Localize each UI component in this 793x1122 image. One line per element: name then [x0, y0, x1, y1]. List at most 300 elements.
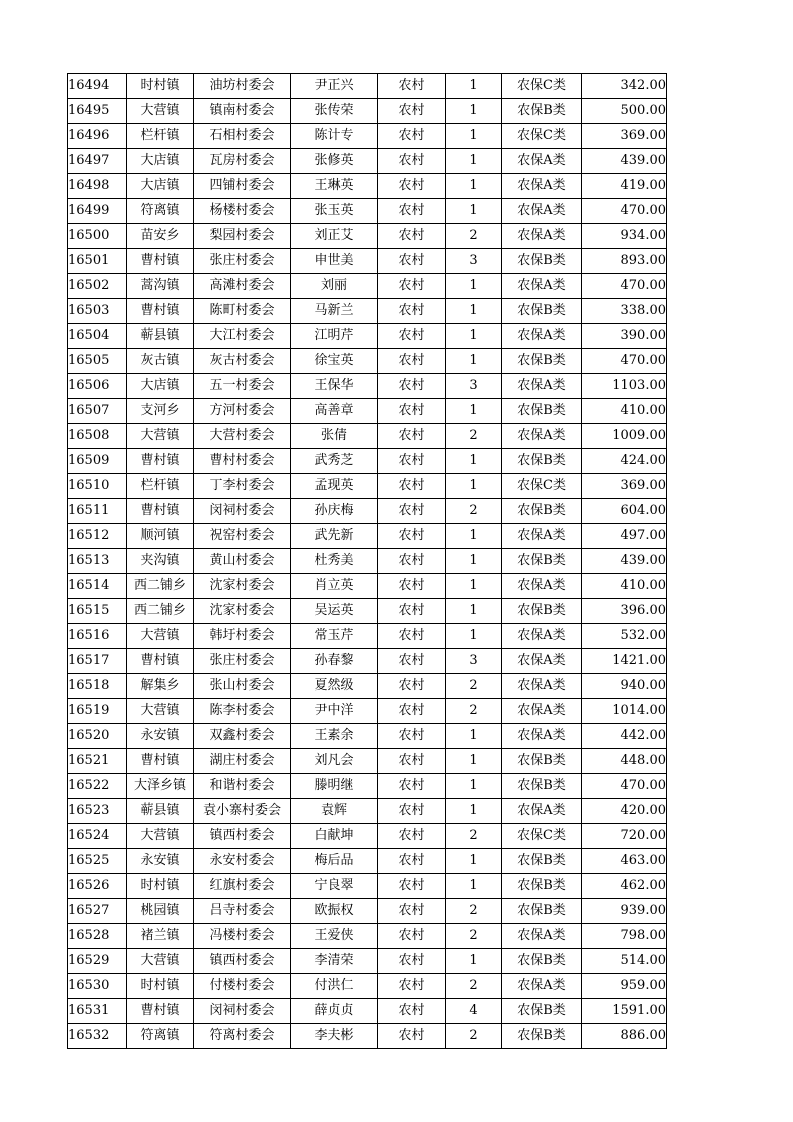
residence-type-cell: 农村 [378, 149, 446, 174]
town-cell: 永安镇 [127, 724, 194, 749]
village-committee-cell: 张庄村委会 [194, 649, 291, 674]
amount-cell: 893.00 [582, 249, 667, 274]
person-name-cell: 刘丽 [291, 274, 378, 299]
amount-cell: 532.00 [582, 624, 667, 649]
amount-cell: 470.00 [582, 774, 667, 799]
residence-type-cell: 农村 [378, 924, 446, 949]
record-id: 16514 [68, 574, 127, 599]
residence-type-cell: 农村 [378, 799, 446, 824]
person-name-cell: 孟现英 [291, 474, 378, 499]
person-name-cell: 袁辉 [291, 799, 378, 824]
residence-type-cell: 农村 [378, 349, 446, 374]
insurance-category-cell: 农保A类 [502, 799, 582, 824]
insurance-category-cell: 农保A类 [502, 224, 582, 249]
record-id: 16521 [68, 749, 127, 774]
town-cell: 曹村镇 [127, 649, 194, 674]
record-id: 16500 [68, 224, 127, 249]
town-cell: 曹村镇 [127, 449, 194, 474]
person-name-cell: 徐宝英 [291, 349, 378, 374]
town-cell: 大店镇 [127, 374, 194, 399]
person-name-cell: 常玉芹 [291, 624, 378, 649]
record-id: 16524 [68, 824, 127, 849]
residence-type-cell: 农村 [378, 649, 446, 674]
residence-type-cell: 农村 [378, 824, 446, 849]
record-id: 16512 [68, 524, 127, 549]
insurance-category-cell: 农保A类 [502, 974, 582, 999]
record-id: 16506 [68, 374, 127, 399]
record-id: 16511 [68, 499, 127, 524]
household-count-cell: 1 [446, 474, 502, 499]
town-cell: 大营镇 [127, 424, 194, 449]
person-name-cell: 薛贞贞 [291, 999, 378, 1024]
table-row [68, 299, 667, 324]
household-count-cell: 1 [446, 874, 502, 899]
record-id: 16517 [68, 649, 127, 674]
table-row [68, 224, 667, 249]
village-committee-cell: 和谐村委会 [194, 774, 291, 799]
person-name-cell: 梅后品 [291, 849, 378, 874]
table-row [68, 99, 667, 124]
household-count-cell: 1 [446, 774, 502, 799]
village-committee-cell: 四铺村委会 [194, 174, 291, 199]
household-count-cell: 1 [446, 949, 502, 974]
village-committee-cell: 陈李村委会 [194, 699, 291, 724]
insurance-category-cell: 农保C类 [502, 474, 582, 499]
amount-cell: 1591.00 [582, 999, 667, 1024]
amount-cell: 342.00 [582, 74, 667, 99]
table-row [68, 699, 667, 724]
town-cell: 曹村镇 [127, 249, 194, 274]
residence-type-cell: 农村 [378, 274, 446, 299]
table-row [68, 74, 667, 99]
amount-cell: 470.00 [582, 274, 667, 299]
record-id: 16526 [68, 874, 127, 899]
amount-cell: 934.00 [582, 224, 667, 249]
village-committee-cell: 红旗村委会 [194, 874, 291, 899]
insurance-category-cell: 农保C类 [502, 124, 582, 149]
insurance-category-cell: 农保A类 [502, 199, 582, 224]
insurance-category-cell: 农保B类 [502, 599, 582, 624]
insurance-category-cell: 农保A类 [502, 674, 582, 699]
amount-cell: 1009.00 [582, 424, 667, 449]
amount-cell: 720.00 [582, 824, 667, 849]
household-count-cell: 1 [446, 524, 502, 549]
insurance-category-cell: 农保B类 [502, 774, 582, 799]
table-row [68, 674, 667, 699]
residence-type-cell: 农村 [378, 974, 446, 999]
person-name-cell: 张玉英 [291, 199, 378, 224]
town-cell: 蒿沟镇 [127, 274, 194, 299]
amount-cell: 939.00 [582, 899, 667, 924]
record-id: 16513 [68, 549, 127, 574]
record-id: 16505 [68, 349, 127, 374]
insurance-category-cell: 农保A类 [502, 574, 582, 599]
record-id: 16520 [68, 724, 127, 749]
insurance-category-cell: 农保C类 [502, 74, 582, 99]
village-committee-cell: 瓦房村委会 [194, 149, 291, 174]
person-name-cell: 宁良翠 [291, 874, 378, 899]
town-cell: 时村镇 [127, 874, 194, 899]
town-cell: 曹村镇 [127, 499, 194, 524]
record-id: 16519 [68, 699, 127, 724]
table-row [68, 449, 667, 474]
amount-cell: 439.00 [582, 549, 667, 574]
household-count-cell: 2 [446, 674, 502, 699]
town-cell: 蕲县镇 [127, 799, 194, 824]
household-count-cell: 1 [446, 99, 502, 124]
residence-type-cell: 农村 [378, 524, 446, 549]
amount-cell: 462.00 [582, 874, 667, 899]
insurance-category-cell: 农保A类 [502, 699, 582, 724]
record-id: 16529 [68, 949, 127, 974]
village-committee-cell: 袁小寨村委会 [194, 799, 291, 824]
household-count-cell: 2 [446, 424, 502, 449]
insurance-category-cell: 农保A类 [502, 149, 582, 174]
town-cell: 大店镇 [127, 174, 194, 199]
village-committee-cell: 大江村委会 [194, 324, 291, 349]
amount-cell: 798.00 [582, 924, 667, 949]
record-id: 16530 [68, 974, 127, 999]
village-committee-cell: 付楼村委会 [194, 974, 291, 999]
town-cell: 曹村镇 [127, 299, 194, 324]
town-cell: 大营镇 [127, 624, 194, 649]
household-count-cell: 1 [446, 574, 502, 599]
village-committee-cell: 五一村委会 [194, 374, 291, 399]
person-name-cell: 尹中洋 [291, 699, 378, 724]
person-name-cell: 肖立英 [291, 574, 378, 599]
table-row [68, 924, 667, 949]
household-count-cell: 1 [446, 174, 502, 199]
record-id: 16522 [68, 774, 127, 799]
village-committee-cell: 祝窑村委会 [194, 524, 291, 549]
record-id: 16527 [68, 899, 127, 924]
table-row [68, 249, 667, 274]
town-cell: 蕲县镇 [127, 324, 194, 349]
residence-type-cell: 农村 [378, 549, 446, 574]
record-id: 16507 [68, 399, 127, 424]
residence-type-cell: 农村 [378, 724, 446, 749]
table-row [68, 1024, 667, 1049]
person-name-cell: 江明芹 [291, 324, 378, 349]
residence-type-cell: 农村 [378, 849, 446, 874]
insurance-category-cell: 农保B类 [502, 349, 582, 374]
residence-type-cell: 农村 [378, 599, 446, 624]
residence-type-cell: 农村 [378, 324, 446, 349]
insurance-category-cell: 农保A类 [502, 274, 582, 299]
residence-type-cell: 农村 [378, 499, 446, 524]
amount-cell: 338.00 [582, 299, 667, 324]
village-committee-cell: 杨楼村委会 [194, 199, 291, 224]
person-name-cell: 马新兰 [291, 299, 378, 324]
person-name-cell: 王爱侠 [291, 924, 378, 949]
insurance-category-cell: 农保A类 [502, 374, 582, 399]
residence-type-cell: 农村 [378, 374, 446, 399]
insurance-category-cell: 农保A类 [502, 324, 582, 349]
roster-table [67, 73, 667, 1049]
residence-type-cell: 农村 [378, 399, 446, 424]
person-name-cell: 孙春黎 [291, 649, 378, 674]
table-row [68, 949, 667, 974]
record-id: 16501 [68, 249, 127, 274]
insurance-category-cell: 农保B类 [502, 999, 582, 1024]
amount-cell: 463.00 [582, 849, 667, 874]
household-count-cell: 3 [446, 374, 502, 399]
town-cell: 大店镇 [127, 149, 194, 174]
insurance-category-cell: 农保B类 [502, 849, 582, 874]
town-cell: 永安镇 [127, 849, 194, 874]
table-row [68, 749, 667, 774]
town-cell: 西二铺乡 [127, 574, 194, 599]
village-committee-cell: 双鑫村委会 [194, 724, 291, 749]
table-row [68, 799, 667, 824]
person-name-cell: 王素余 [291, 724, 378, 749]
person-name-cell: 申世美 [291, 249, 378, 274]
household-count-cell: 2 [446, 924, 502, 949]
insurance-category-cell: 农保B类 [502, 749, 582, 774]
insurance-category-cell: 农保B类 [502, 399, 582, 424]
person-name-cell: 高善章 [291, 399, 378, 424]
person-name-cell: 刘凡会 [291, 749, 378, 774]
residence-type-cell: 农村 [378, 899, 446, 924]
residence-type-cell: 农村 [378, 474, 446, 499]
record-id: 16495 [68, 99, 127, 124]
person-name-cell: 夏然级 [291, 674, 378, 699]
table-row [68, 124, 667, 149]
village-committee-cell: 丁李村委会 [194, 474, 291, 499]
household-count-cell: 1 [446, 749, 502, 774]
record-id: 16498 [68, 174, 127, 199]
village-committee-cell: 韩圩村委会 [194, 624, 291, 649]
amount-cell: 470.00 [582, 349, 667, 374]
town-cell: 苗安乡 [127, 224, 194, 249]
person-name-cell: 李夫彬 [291, 1024, 378, 1049]
amount-cell: 390.00 [582, 324, 667, 349]
insurance-category-cell: 农保A类 [502, 924, 582, 949]
town-cell: 大营镇 [127, 99, 194, 124]
residence-type-cell: 农村 [378, 224, 446, 249]
table-row [68, 349, 667, 374]
amount-cell: 369.00 [582, 124, 667, 149]
residence-type-cell: 农村 [378, 749, 446, 774]
amount-cell: 470.00 [582, 199, 667, 224]
person-name-cell: 王保华 [291, 374, 378, 399]
amount-cell: 419.00 [582, 174, 667, 199]
amount-cell: 940.00 [582, 674, 667, 699]
household-count-cell: 2 [446, 824, 502, 849]
household-count-cell: 4 [446, 999, 502, 1024]
village-committee-cell: 油坊村委会 [194, 74, 291, 99]
amount-cell: 369.00 [582, 474, 667, 499]
residence-type-cell: 农村 [378, 174, 446, 199]
insurance-category-cell: 农保A类 [502, 174, 582, 199]
household-count-cell: 2 [446, 224, 502, 249]
person-name-cell: 武先新 [291, 524, 378, 549]
town-cell: 褚兰镇 [127, 924, 194, 949]
table-row [68, 274, 667, 299]
amount-cell: 604.00 [582, 499, 667, 524]
person-name-cell: 王琳英 [291, 174, 378, 199]
record-id: 16515 [68, 599, 127, 624]
amount-cell: 439.00 [582, 149, 667, 174]
insurance-category-cell: 农保B类 [502, 1024, 582, 1049]
amount-cell: 410.00 [582, 399, 667, 424]
household-count-cell: 2 [446, 499, 502, 524]
village-committee-cell: 梨园村委会 [194, 224, 291, 249]
town-cell: 曹村镇 [127, 749, 194, 774]
household-count-cell: 1 [446, 849, 502, 874]
residence-type-cell: 农村 [378, 874, 446, 899]
residence-type-cell: 农村 [378, 424, 446, 449]
person-name-cell: 杜秀美 [291, 549, 378, 574]
person-name-cell: 欧振权 [291, 899, 378, 924]
household-count-cell: 3 [446, 649, 502, 674]
record-id: 16525 [68, 849, 127, 874]
amount-cell: 1014.00 [582, 699, 667, 724]
residence-type-cell: 农村 [378, 699, 446, 724]
residence-type-cell: 农村 [378, 199, 446, 224]
village-committee-cell: 永安村委会 [194, 849, 291, 874]
insurance-category-cell: 农保B类 [502, 449, 582, 474]
table-row [68, 574, 667, 599]
table-row [68, 524, 667, 549]
village-committee-cell: 湖庄村委会 [194, 749, 291, 774]
town-cell: 夹沟镇 [127, 549, 194, 574]
insurance-category-cell: 农保B类 [502, 549, 582, 574]
town-cell: 符离镇 [127, 1024, 194, 1049]
village-committee-cell: 闵祠村委会 [194, 999, 291, 1024]
record-id: 16531 [68, 999, 127, 1024]
town-cell: 大泽乡镇 [127, 774, 194, 799]
household-count-cell: 1 [446, 124, 502, 149]
amount-cell: 410.00 [582, 574, 667, 599]
person-name-cell: 张修英 [291, 149, 378, 174]
village-committee-cell: 闵祠村委会 [194, 499, 291, 524]
table-row [68, 824, 667, 849]
person-name-cell: 张传荣 [291, 99, 378, 124]
amount-cell: 886.00 [582, 1024, 667, 1049]
village-committee-cell: 镇西村委会 [194, 824, 291, 849]
person-name-cell: 刘正艾 [291, 224, 378, 249]
village-committee-cell: 沈家村委会 [194, 574, 291, 599]
residence-type-cell: 农村 [378, 949, 446, 974]
village-committee-cell: 石相村委会 [194, 124, 291, 149]
residence-type-cell: 农村 [378, 999, 446, 1024]
record-id: 16504 [68, 324, 127, 349]
record-id: 16496 [68, 124, 127, 149]
town-cell: 解集乡 [127, 674, 194, 699]
amount-cell: 442.00 [582, 724, 667, 749]
residence-type-cell: 农村 [378, 774, 446, 799]
amount-cell: 514.00 [582, 949, 667, 974]
person-name-cell: 孙庆梅 [291, 499, 378, 524]
household-count-cell: 1 [446, 299, 502, 324]
town-cell: 灰古镇 [127, 349, 194, 374]
town-cell: 大营镇 [127, 824, 194, 849]
residence-type-cell: 农村 [378, 624, 446, 649]
town-cell: 符离镇 [127, 199, 194, 224]
insurance-category-cell: 农保A类 [502, 524, 582, 549]
household-count-cell: 1 [446, 799, 502, 824]
village-committee-cell: 曹村村委会 [194, 449, 291, 474]
village-committee-cell: 张庄村委会 [194, 249, 291, 274]
person-name-cell: 白献坤 [291, 824, 378, 849]
village-committee-cell: 镇南村委会 [194, 99, 291, 124]
residence-type-cell: 农村 [378, 249, 446, 274]
table-row [68, 899, 667, 924]
record-id: 16494 [68, 74, 127, 99]
amount-cell: 497.00 [582, 524, 667, 549]
table-row [68, 149, 667, 174]
residence-type-cell: 农村 [378, 674, 446, 699]
town-cell: 时村镇 [127, 974, 194, 999]
insurance-category-cell: 农保B类 [502, 249, 582, 274]
record-id: 16518 [68, 674, 127, 699]
table-row [68, 499, 667, 524]
residence-type-cell: 农村 [378, 124, 446, 149]
town-cell: 大营镇 [127, 949, 194, 974]
town-cell: 支河乡 [127, 399, 194, 424]
household-count-cell: 2 [446, 699, 502, 724]
person-name-cell: 付洪仁 [291, 974, 378, 999]
household-count-cell: 1 [446, 549, 502, 574]
town-cell: 大营镇 [127, 699, 194, 724]
village-committee-cell: 方河村委会 [194, 399, 291, 424]
town-cell: 栏杆镇 [127, 124, 194, 149]
record-id: 16523 [68, 799, 127, 824]
household-count-cell: 1 [446, 349, 502, 374]
household-count-cell: 1 [446, 724, 502, 749]
table-row [68, 849, 667, 874]
village-committee-cell: 大营村委会 [194, 424, 291, 449]
amount-cell: 1103.00 [582, 374, 667, 399]
village-committee-cell: 灰古村委会 [194, 349, 291, 374]
table-row [68, 474, 667, 499]
insurance-category-cell: 农保B类 [502, 899, 582, 924]
table-row [68, 374, 667, 399]
amount-cell: 500.00 [582, 99, 667, 124]
insurance-category-cell: 农保C类 [502, 824, 582, 849]
table-row [68, 199, 667, 224]
household-count-cell: 3 [446, 249, 502, 274]
household-count-cell: 1 [446, 599, 502, 624]
person-name-cell: 张倩 [291, 424, 378, 449]
village-committee-cell: 吕寺村委会 [194, 899, 291, 924]
insurance-category-cell: 农保B类 [502, 874, 582, 899]
residence-type-cell: 农村 [378, 99, 446, 124]
residence-type-cell: 农村 [378, 74, 446, 99]
amount-cell: 424.00 [582, 449, 667, 474]
record-id: 16528 [68, 924, 127, 949]
household-count-cell: 1 [446, 74, 502, 99]
household-count-cell: 1 [446, 274, 502, 299]
table-row [68, 174, 667, 199]
amount-cell: 1421.00 [582, 649, 667, 674]
village-committee-cell: 陈町村委会 [194, 299, 291, 324]
residence-type-cell: 农村 [378, 449, 446, 474]
household-count-cell: 1 [446, 624, 502, 649]
amount-cell: 396.00 [582, 599, 667, 624]
village-committee-cell: 张山村委会 [194, 674, 291, 699]
record-id: 16516 [68, 624, 127, 649]
person-name-cell: 武秀芝 [291, 449, 378, 474]
village-committee-cell: 高滩村委会 [194, 274, 291, 299]
table-row [68, 974, 667, 999]
village-committee-cell: 沈家村委会 [194, 599, 291, 624]
insurance-category-cell: 农保A类 [502, 649, 582, 674]
town-cell: 栏杆镇 [127, 474, 194, 499]
table-row [68, 599, 667, 624]
household-count-cell: 2 [446, 1024, 502, 1049]
